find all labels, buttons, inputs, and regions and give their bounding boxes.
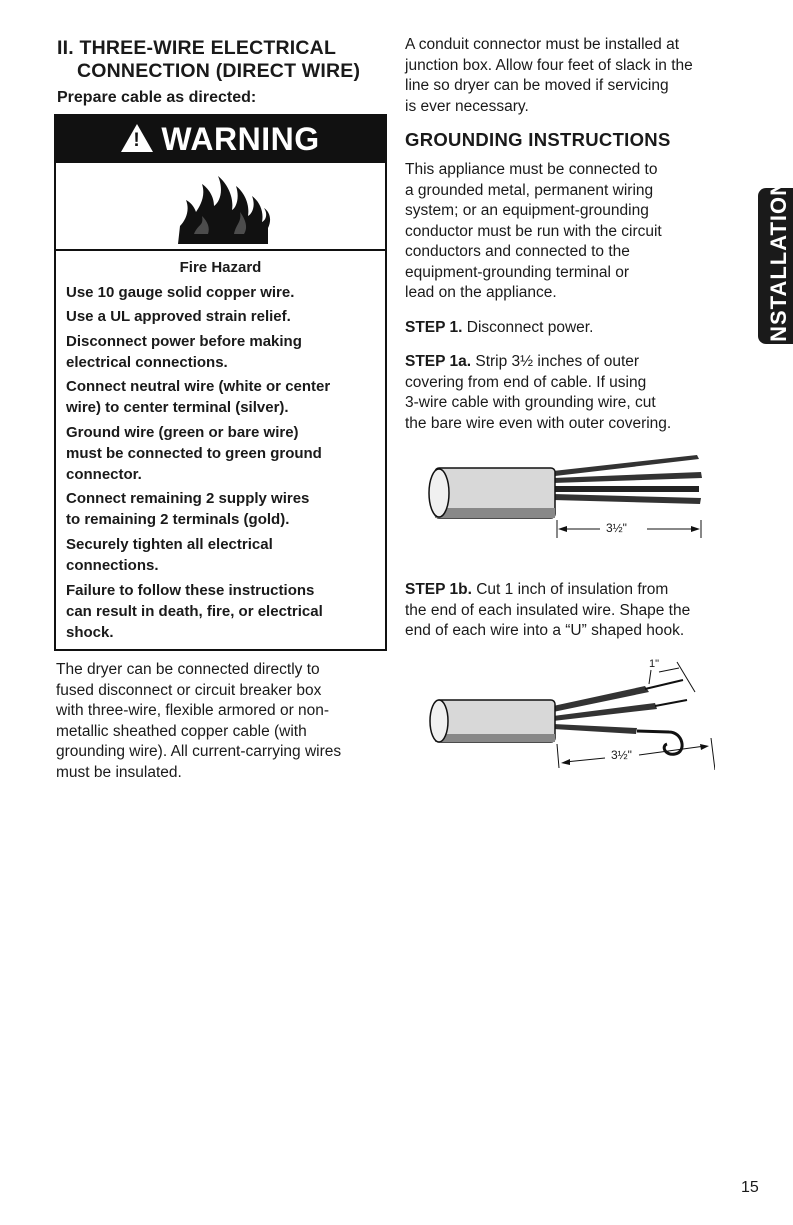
paragraph-line: must be insulated.	[56, 763, 182, 781]
warning-triangle-icon: !	[121, 124, 153, 152]
step1b-line: the end of each insulated wire. Shape the	[405, 601, 691, 619]
warning-box	[54, 114, 387, 651]
paragraph-line: junction box. Allow four feet of slack in the	[405, 56, 693, 74]
paragraph-line: with three-wire, flexible armored or non-	[56, 702, 330, 719]
warning-line: wire) to center terminal (silver).	[66, 399, 289, 416]
paragraph-line: metallic sheathed copper cable (with	[56, 722, 307, 740]
dimension-label: 3½"	[606, 521, 627, 535]
dimension-label-bottom: 3½"	[611, 748, 632, 762]
step1-text: Disconnect power.	[462, 319, 594, 336]
stripped-cable-figure	[425, 450, 715, 550]
paragraph-line: This appliance must be connected to	[405, 161, 658, 178]
prepare-text: Prepare cable as directed:	[57, 89, 257, 106]
step1b-line: end of each wire into a “U” shaped hook.	[405, 622, 685, 639]
warning-line: Securely tighten all electrical	[66, 536, 273, 553]
dimension-label-top: 1"	[649, 658, 660, 670]
warning-line: Use a UL approved strain relief.	[66, 308, 291, 325]
step1-label: STEP 1.	[405, 319, 463, 336]
step1b-label: STEP 1b.	[405, 581, 472, 598]
warning-line: to remaining 2 terminals (gold).	[66, 511, 290, 528]
step1a-line: 3-wire cable with grounding wire, cut	[405, 394, 656, 411]
section-heading-line2: CONNECTION (DIRECT WIRE)	[77, 60, 361, 82]
warning-divider	[56, 249, 385, 251]
hooked-wire-illustration	[425, 658, 715, 778]
fire-hazard-icon	[172, 168, 276, 246]
grounding-paragraph	[405, 160, 662, 304]
dryer-connection-paragraph	[56, 660, 341, 783]
warning-line: Disconnect power before making	[66, 333, 302, 350]
warning-line: connections.	[66, 557, 159, 574]
warning-line: shock.	[66, 624, 114, 641]
installation-tab	[758, 178, 793, 350]
step1a-line: Strip 3½ inches of outer	[471, 353, 640, 370]
warning-line: Use 10 gauge solid copper wire.	[66, 284, 295, 301]
paragraph-line: line so dryer can be moved if servicing	[405, 77, 669, 94]
warning-title: WARNING	[161, 121, 320, 157]
installation-tab-label: INSTALLATION	[765, 178, 791, 350]
paragraph-line: The dryer can be connected directly to	[56, 661, 320, 678]
paragraph-line: fused disconnect or circuit breaker box	[56, 681, 322, 699]
grounding-heading: GROUNDING INSTRUCTIONS	[405, 129, 671, 150]
paragraph-line: is ever necessary.	[405, 97, 529, 115]
warning-line: connector.	[66, 466, 142, 483]
cable-illustration	[425, 450, 715, 550]
paragraph-line: conductors and connected to the	[405, 243, 630, 260]
warning-line: must be connected to green ground	[66, 445, 322, 462]
warning-line: Connect neutral wire (white or center	[66, 378, 331, 395]
step1a-line: covering from end of cable. If using	[405, 373, 647, 391]
page-number: 15	[741, 1179, 759, 1196]
warning-line: can result in death, fire, or electrical	[66, 603, 323, 620]
paragraph-line: a grounded metal, permanent wiring	[405, 181, 654, 199]
paragraph-line: system; or an equipment-grounding	[405, 202, 649, 219]
conduit-intro-paragraph	[405, 35, 693, 117]
step1b-line: Cut 1 inch of insulation from	[471, 581, 669, 598]
step1	[405, 318, 593, 339]
paragraph-line: conductor must be run with the circuit	[405, 222, 662, 240]
step1a-label: STEP 1a.	[405, 353, 472, 370]
warning-line: Ground wire (green or bare wire)	[66, 424, 299, 441]
warning-line: Connect remaining 2 supply wires	[66, 490, 310, 507]
warning-banner	[56, 116, 385, 163]
hazard-label: Fire Hazard	[179, 259, 262, 276]
step1a	[405, 352, 671, 434]
paragraph-line: lead on the appliance.	[405, 284, 557, 301]
step1b	[405, 580, 690, 642]
paragraph-line: A conduit connector must be installed at	[405, 36, 679, 53]
paragraph-line: equipment-grounding terminal or	[405, 263, 630, 281]
hooked-wire-figure	[425, 658, 715, 778]
warning-line: Failure to follow these instructions	[66, 582, 315, 599]
warning-line: electrical connections.	[66, 354, 228, 371]
paragraph-line: grounding wire). All current-carrying wires	[56, 743, 342, 760]
step1a-line: the bare wire even with outer covering.	[405, 414, 672, 432]
section-heading-line1: II. THREE-WIRE ELECTRICAL	[57, 37, 337, 59]
